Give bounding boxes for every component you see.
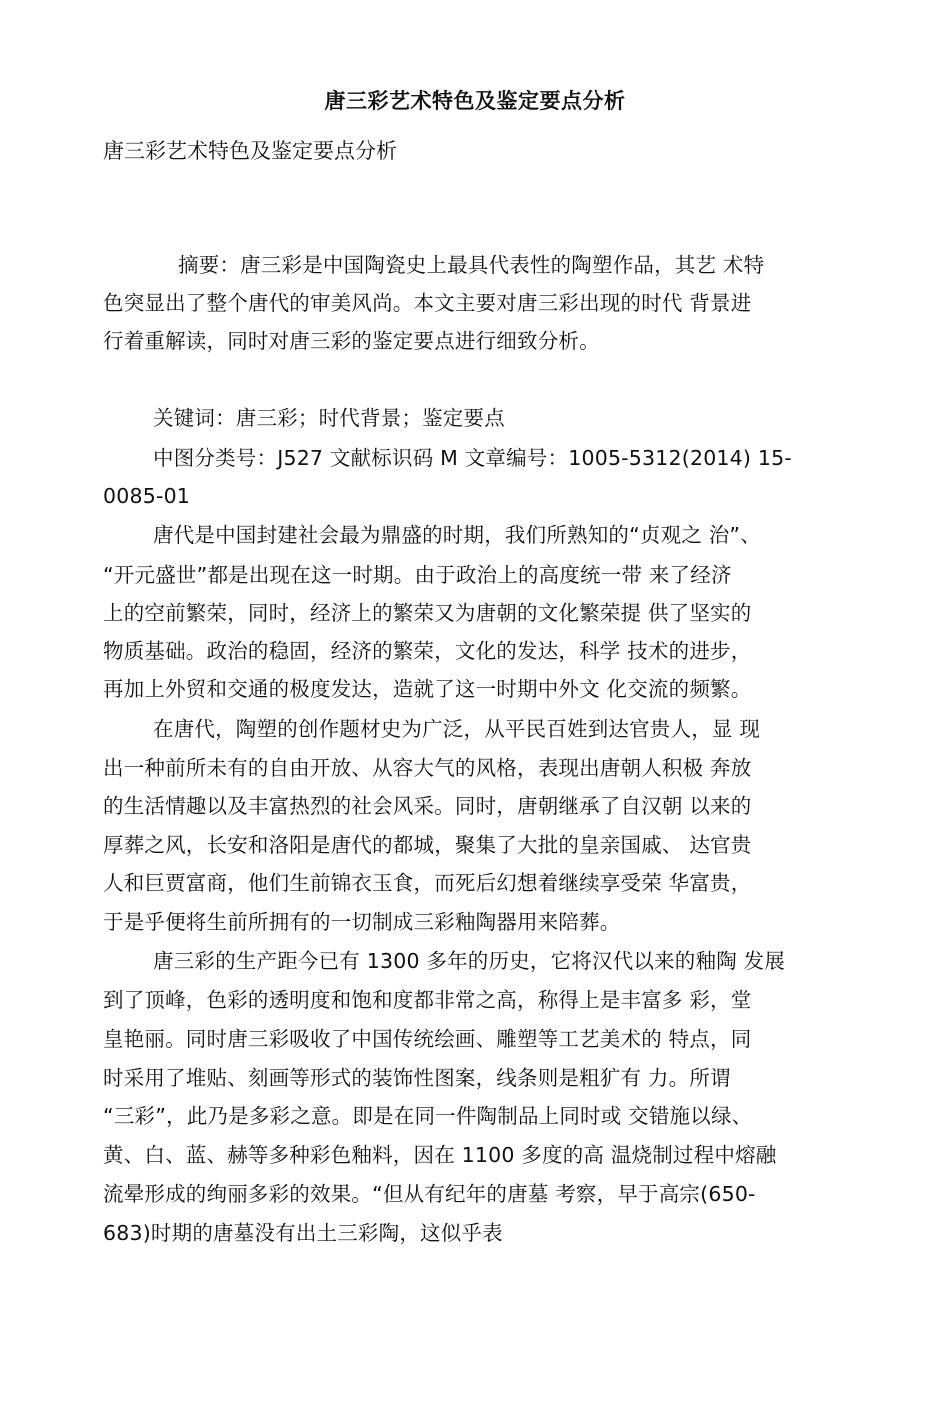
body-line: 在唐代，陶塑的创作题材史为广泛，从平民百姓到达官贵人，显 现 bbox=[153, 717, 761, 741]
body-line: 皇艳丽。同时唐三彩吸收了中国传统绘画、雕塑等工艺美术的 特点，同 bbox=[103, 1027, 752, 1051]
body-line: 时采用了堆贴、刻画等形式的装饰性图案，线条则是粗犷有 力。所谓 bbox=[103, 1066, 731, 1090]
abstract-line: 行着重解读，同时对唐三彩的鉴定要点进行细致分析。 bbox=[103, 329, 600, 353]
body-line: 到了顶峰，色彩的透明度和饱和度都非常之高，称得上是丰富多 彩，堂 bbox=[103, 988, 752, 1012]
body-line: 黄、白、蓝、赫等多种彩色釉料，因在 1100 多度的高 温烧制过程中熔融 bbox=[103, 1143, 777, 1167]
keywords-line: 关键词：唐三彩；时代背景；鉴定要点 bbox=[153, 406, 505, 430]
body-line: 唐代是中国封建社会最为鼎盛的时期，我们所熟知的“贞观之 治”、 bbox=[153, 523, 761, 547]
abstract-line: 摘要：唐三彩是中国陶瓷史上最具代表性的陶塑作品，其艺 术特 bbox=[178, 253, 765, 277]
abstract-line: 色突显出了整个唐代的审美风尚。本文主要对唐三彩出现的时代 背景进 bbox=[103, 291, 752, 315]
body-line: 厚葬之风，长安和洛阳是唐代的都城，聚集了大批的皇亲国戚、 达官贵 bbox=[103, 833, 752, 857]
body-line: 物质基础。政治的稳固，经济的繁荣，文化的发达，科学 技术的进步， bbox=[103, 639, 752, 663]
body-line: 于是乎便将生前所拥有的一切制成三彩釉陶器用来陪葬。 bbox=[103, 910, 621, 934]
body-line: 出一种前所未有的自由开放、从容大气的风格，表现出唐朝人积极 奔放 bbox=[103, 756, 752, 780]
body-line: 683)时期的唐墓没有出土三彩陶，这似乎表 bbox=[103, 1221, 503, 1245]
classification-line: 中图分类号：J527 文献标识码 M 文章编号：1005-5312(2014) 15- bbox=[153, 446, 792, 470]
body-line: 的生活情趣以及丰富热烈的社会风采。同时，唐朝继承了自汉朝 以来的 bbox=[103, 794, 752, 818]
body-line: “三彩”，此乃是多彩之意。即是在同一件陶制品上同时或 交错施以绿、 bbox=[103, 1104, 753, 1128]
body-line: 流晕形成的绚丽多彩的效果。“但从有纪年的唐墓 考察，早于高宗(650- bbox=[103, 1182, 756, 1206]
body-line: 人和巨贾富商，他们生前锦衣玉食，而死后幻想着继续享受荣 华富贵， bbox=[103, 871, 752, 895]
classification-line: 0085-01 bbox=[103, 484, 191, 508]
body-line: 再加上外贸和交通的极度发达，造就了这一时期中外文 化交流的频繁。 bbox=[103, 677, 752, 701]
body-line: 上的空前繁荣，同时，经济上的繁荣又为唐朝的文化繁荣提 供了坚实的 bbox=[103, 601, 752, 625]
body-line: “开元盛世”都是出现在这一时期。由于政治上的高度统一带 来了经济 bbox=[103, 563, 732, 587]
body-line: 唐三彩的生产距今已有 1300 多年的历史，它将汉代以来的釉陶 发展 bbox=[153, 949, 786, 973]
document-title: 唐三彩艺术特色及鉴定要点分析 bbox=[324, 89, 626, 113]
document-subtitle: 唐三彩艺术特色及鉴定要点分析 bbox=[103, 139, 397, 163]
